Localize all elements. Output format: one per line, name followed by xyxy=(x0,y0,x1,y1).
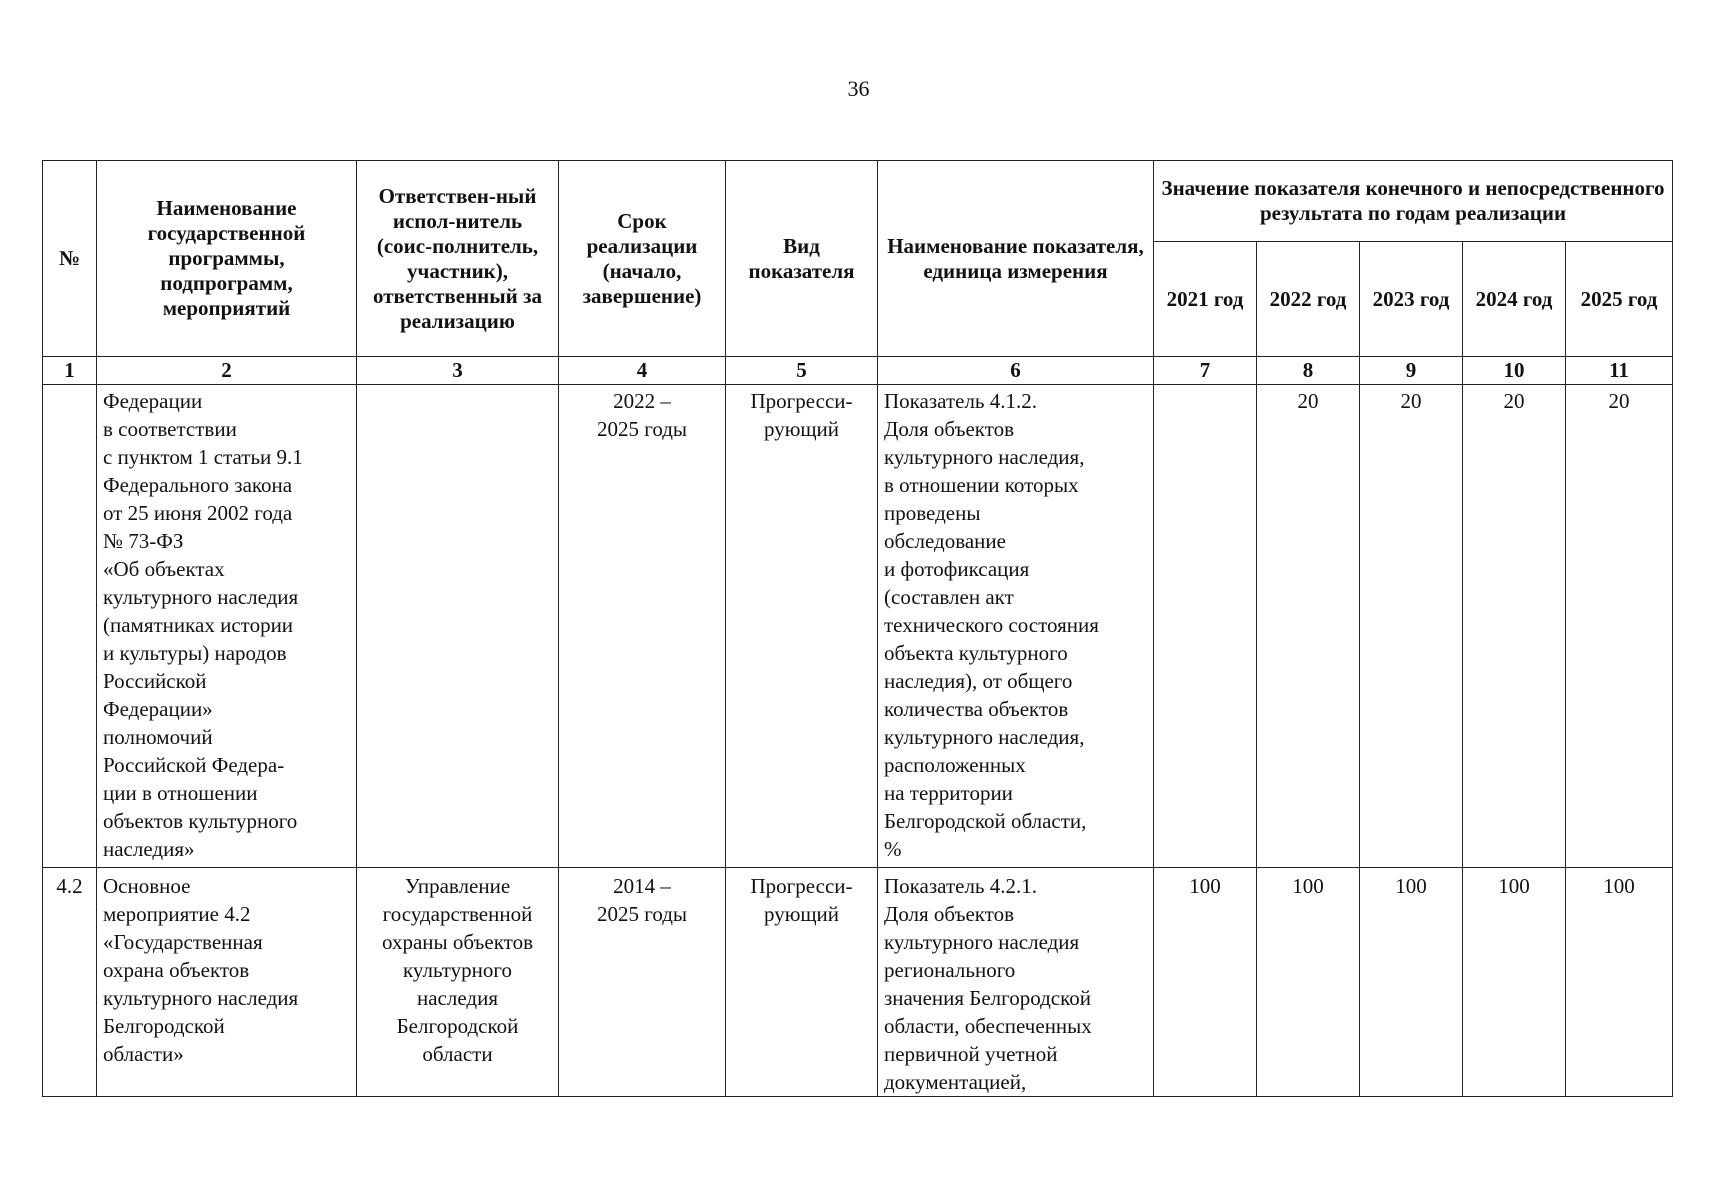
row-value-2025: 20 xyxy=(1566,385,1673,868)
column-number: 5 xyxy=(726,357,878,385)
column-number: 2 xyxy=(97,357,357,385)
row-number: 4.2 xyxy=(43,868,97,1097)
row-value-2023: 100 xyxy=(1360,868,1463,1097)
row-indicator-name: Показатель 4.1.2. Доля объектов культурного наследия, в отношении которых проведены обследование и фотофиксация (составлен акт технического состояния объекта культурного наследия), от общего количества объектов культурного наследия, расположенных на территории Белгородской области, % xyxy=(878,385,1154,868)
column-number: 4 xyxy=(559,357,726,385)
column-number: 3 xyxy=(357,357,559,385)
header-year-2022: 2022 год xyxy=(1257,242,1360,357)
header-year-2024: 2024 год xyxy=(1463,242,1566,357)
column-number: 10 xyxy=(1463,357,1566,385)
column-numbers-row xyxy=(43,357,1673,385)
row-value-2023: 20 xyxy=(1360,385,1463,868)
row-responsible: Управление государственной охраны объектов культурного наследия Белгородской области xyxy=(357,868,559,1097)
row-value-2022: 100 xyxy=(1257,868,1360,1097)
row-value-2024: 20 xyxy=(1463,385,1566,868)
row-indicator-type: Прогресси- рующий xyxy=(726,868,878,1097)
table-row xyxy=(43,868,1673,1097)
header-year-2021: 2021 год xyxy=(1154,242,1257,357)
row-program-name: Основное мероприятие 4.2 «Государственная охрана объектов культурного наследия Белгородской области» xyxy=(97,868,357,1097)
row-value-2021: 100 xyxy=(1154,868,1257,1097)
header-year-2023: 2023 год xyxy=(1360,242,1463,357)
row-value-2024: 100 xyxy=(1463,868,1566,1097)
column-number: 8 xyxy=(1257,357,1360,385)
row-value-2021 xyxy=(1154,385,1257,868)
row-number xyxy=(43,385,97,868)
header-responsible: Ответствен-ный испол-нитель (соис-полнитель, участник), ответственный за реализацию xyxy=(357,161,559,357)
header-program-name: Наименование государственной программы, подпрограмм, мероприятий xyxy=(97,161,357,357)
row-value-2022: 20 xyxy=(1257,385,1360,868)
row-indicator-type: Прогресси- рующий xyxy=(726,385,878,868)
header-indicator-name: Наименование показателя, единица измерения xyxy=(878,161,1154,357)
table-row xyxy=(43,385,1673,868)
column-number: 1 xyxy=(43,357,97,385)
row-value-2025: 100 xyxy=(1566,868,1673,1097)
row-indicator-name: Показатель 4.2.1. Доля объектов культурного наследия регионального значения Белгородской области, обеспеченных первичной учетной документацией, xyxy=(878,868,1154,1097)
column-number: 7 xyxy=(1154,357,1257,385)
column-number: 9 xyxy=(1360,357,1463,385)
header-indicator-type: Вид показателя xyxy=(726,161,878,357)
column-number: 6 xyxy=(878,357,1154,385)
column-number: 11 xyxy=(1566,357,1673,385)
header-term: Срок реализации (начало, завершение) xyxy=(559,161,726,357)
row-responsible xyxy=(357,385,559,868)
row-term: 2022 – 2025 годы xyxy=(559,385,726,868)
row-program-name: Федерации в соответствии с пунктом 1 статьи 9.1 Федерального закона от 25 июня 2002 года № 73-ФЗ «Об объектах культурного наследия (памятниках истории и культуры) народов Российской Федерации» полномочий Российской Федера- ции в отношении объектов культурного наследия» xyxy=(97,385,357,868)
header-values-group: Значение показателя конечного и непосредственного результата по годам реализации xyxy=(1154,161,1673,242)
row-term: 2014 – 2025 годы xyxy=(559,868,726,1097)
program-table xyxy=(42,160,1673,1097)
header-number: № xyxy=(43,161,97,357)
page-number: 36 xyxy=(847,76,870,101)
header-year-2025: 2025 год xyxy=(1566,242,1673,357)
